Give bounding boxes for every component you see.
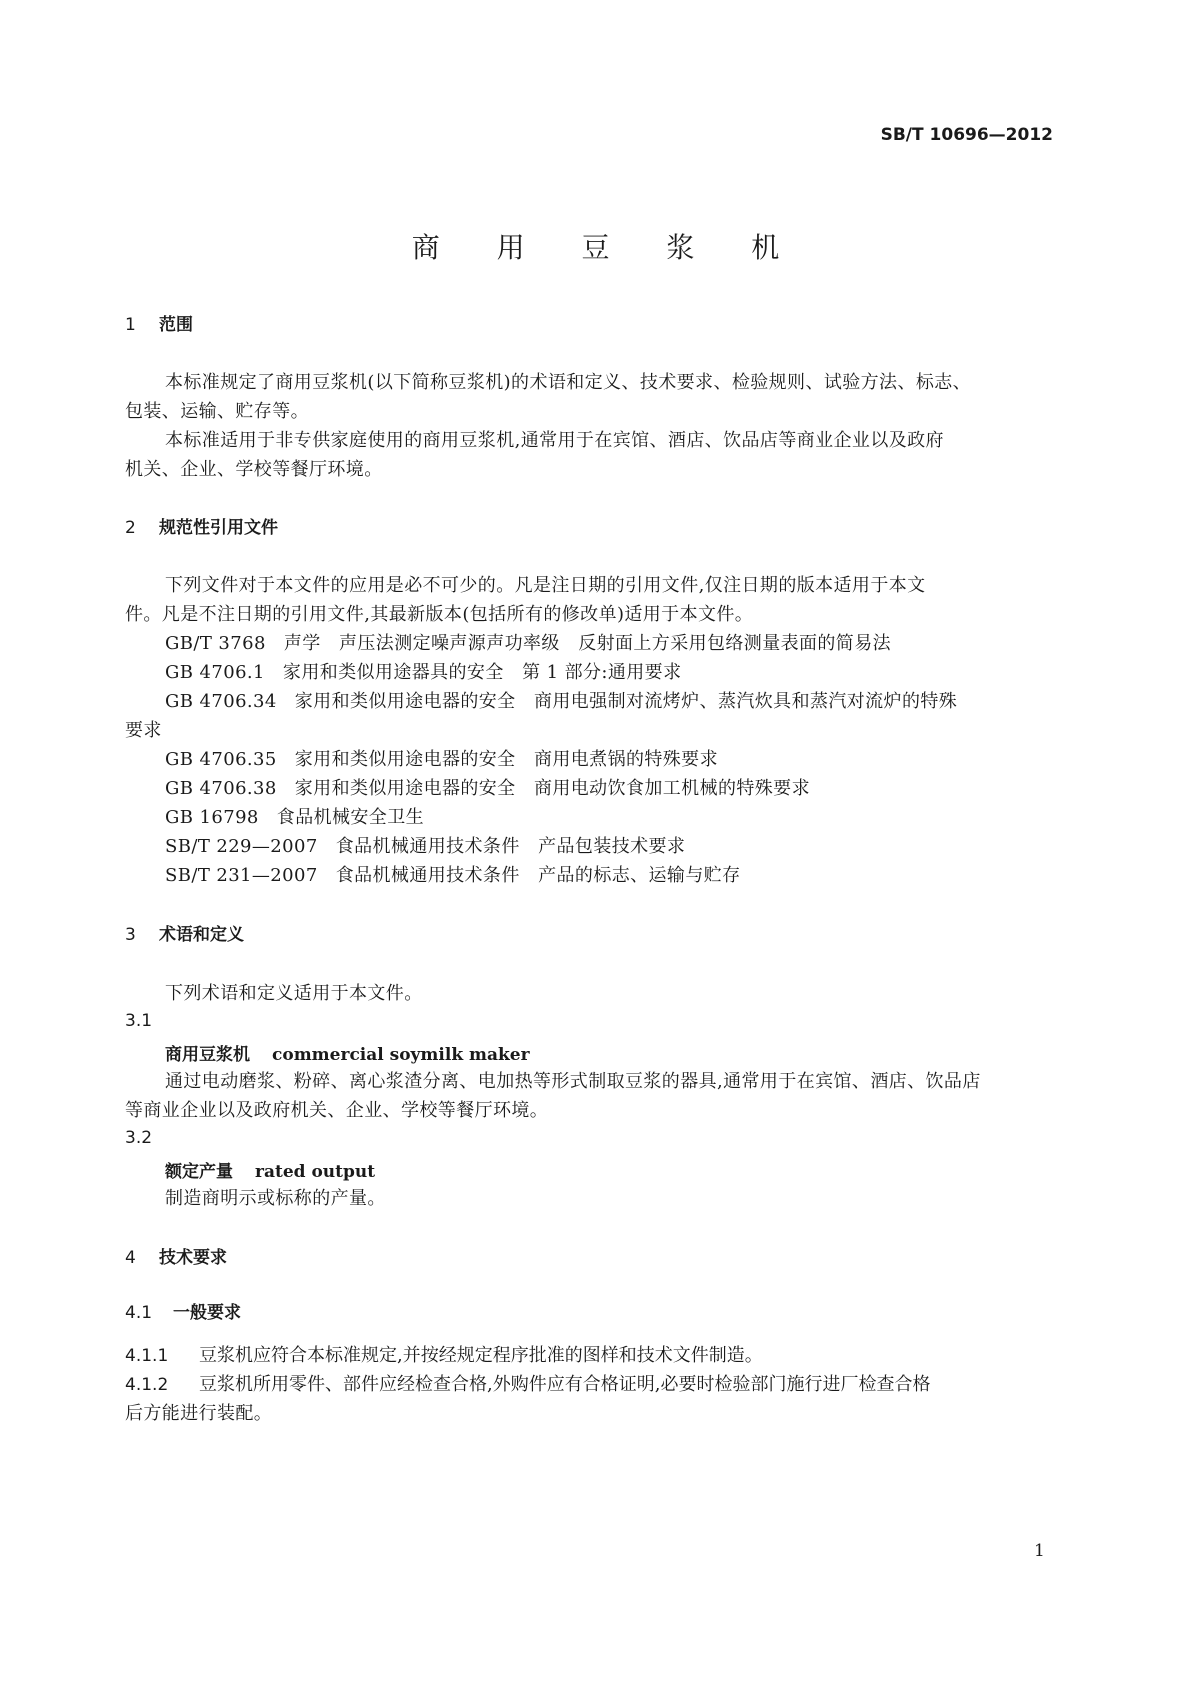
- term-entry: [165, 1040, 530, 1065]
- term-en: rated output: [255, 1162, 376, 1182]
- clause-text: 豆浆机应符合本标准规定,并按经规定程序批准的图样和技术文件制造。: [199, 1345, 763, 1366]
- reference-code: GB 16798: [165, 807, 259, 828]
- paragraph: 件。凡是不注日期的引用文件,其最新版本(包括所有的修改单)适用于本文件。: [125, 604, 754, 625]
- reference-code: GB 4706.34: [165, 691, 277, 712]
- section-number: 1: [125, 315, 136, 335]
- section-3-heading: [125, 920, 244, 945]
- paragraph: 本标准适用于非专供家庭使用的商用豆浆机,通常用于在宾馆、酒店、饮品店等商业企业以及政府: [165, 430, 944, 451]
- term-definition: 通过电动磨浆、粉碎、离心浆渣分离、电加热等形式制取豆浆的器具,通常用于在宾馆、酒店、饮品店: [165, 1071, 981, 1092]
- reference-code: GB 4706.38: [165, 778, 277, 799]
- clause-number: 4.1.2: [125, 1375, 169, 1395]
- clause-continuation: 后方能进行装配。: [125, 1403, 273, 1424]
- term-number: 3.2: [125, 1128, 153, 1148]
- reference-title: 食品机械通用技术条件 产品包装技术要求: [335, 836, 686, 857]
- reference-title: 家用和类似用途电器的安全 商用电煮锅的特殊要求: [294, 749, 718, 770]
- term-en: commercial soymilk maker: [272, 1045, 530, 1065]
- term-definition: 制造商明示或标称的产量。: [165, 1188, 386, 1209]
- document-title: 商 用 豆 浆 机: [411, 231, 804, 264]
- reference-title: 家用和类似用途电器的安全 商用电动饮食加工机械的特殊要求: [294, 778, 810, 799]
- paragraph: 包装、运输、贮存等。: [125, 401, 309, 422]
- section-number: 2: [125, 518, 136, 538]
- reference-item: [165, 832, 685, 858]
- reference-title: 食品机械通用技术条件 产品的标志、运输与贮存: [335, 865, 741, 886]
- clause: [125, 1370, 930, 1396]
- section-title: 范围: [159, 315, 193, 335]
- reference-item: [165, 803, 424, 829]
- reference-item: [165, 774, 810, 800]
- reference-code: SB/T 229—2007: [165, 836, 318, 857]
- clause-text: 豆浆机所用零件、部件应经检查合格,外购件应有合格证明,必要时检验部门施行进厂检查合格: [199, 1374, 931, 1395]
- reference-code: SB/T 231—2007: [165, 865, 318, 886]
- reference-item: [165, 861, 741, 887]
- section-title: 技术要求: [159, 1248, 227, 1268]
- term-zh: 额定产量: [165, 1162, 233, 1182]
- reference-item: [165, 629, 891, 655]
- reference-title: 家用和类似用途电器的安全 商用电强制对流烤炉、蒸汽炊具和蒸汽对流炉的特殊: [294, 691, 958, 712]
- section-4-heading: [125, 1243, 227, 1268]
- term-definition: 等商业企业以及政府机关、企业、学校等餐厅环境。: [125, 1100, 549, 1121]
- subsection-number: 4.1: [125, 1303, 153, 1323]
- subsection-title: 一般要求: [173, 1303, 241, 1323]
- section-number: 3: [125, 925, 136, 945]
- clause: [125, 1341, 763, 1367]
- section-title: 规范性引用文件: [159, 518, 278, 538]
- section-1-heading: [125, 310, 193, 335]
- reference-title: 声学 声压法测定噪声源声功率级 反射面上方采用包络测量表面的简易法: [283, 633, 892, 654]
- section-2-heading: [125, 513, 278, 538]
- standard-number: SB/T 10696—2012: [880, 125, 1053, 145]
- reference-code: GB 4706.35: [165, 749, 277, 770]
- reference-continuation: 要求: [125, 720, 162, 741]
- paragraph: 机关、企业、学校等餐厅环境。: [125, 459, 383, 480]
- reference-code: GB 4706.1: [165, 662, 265, 683]
- reference-title: 食品机械安全卫生: [276, 807, 424, 828]
- reference-item: [165, 745, 718, 771]
- section-number: 4: [125, 1248, 136, 1268]
- reference-title: 家用和类似用途器具的安全 第 1 部分:通用要求: [282, 662, 682, 683]
- paragraph: 下列术语和定义适用于本文件。: [165, 983, 423, 1004]
- term-zh: 商用豆浆机: [165, 1045, 250, 1065]
- paragraph: 下列文件对于本文件的应用是必不可少的。凡是注日期的引用文件,仅注日期的版本适用于本文: [165, 575, 926, 596]
- term-number: 3.1: [125, 1011, 153, 1031]
- reference-item: [165, 687, 957, 713]
- reference-code: GB/T 3768: [165, 633, 266, 654]
- paragraph: 本标准规定了商用豆浆机(以下简称豆浆机)的术语和定义、技术要求、检验规则、试验方法、标志、: [165, 372, 972, 393]
- reference-item: [165, 658, 681, 684]
- subsection-heading: [125, 1298, 241, 1323]
- section-title: 术语和定义: [159, 925, 244, 945]
- clause-number: 4.1.1: [125, 1346, 169, 1366]
- term-entry: [165, 1157, 375, 1182]
- page-number: 1: [1034, 1541, 1045, 1561]
